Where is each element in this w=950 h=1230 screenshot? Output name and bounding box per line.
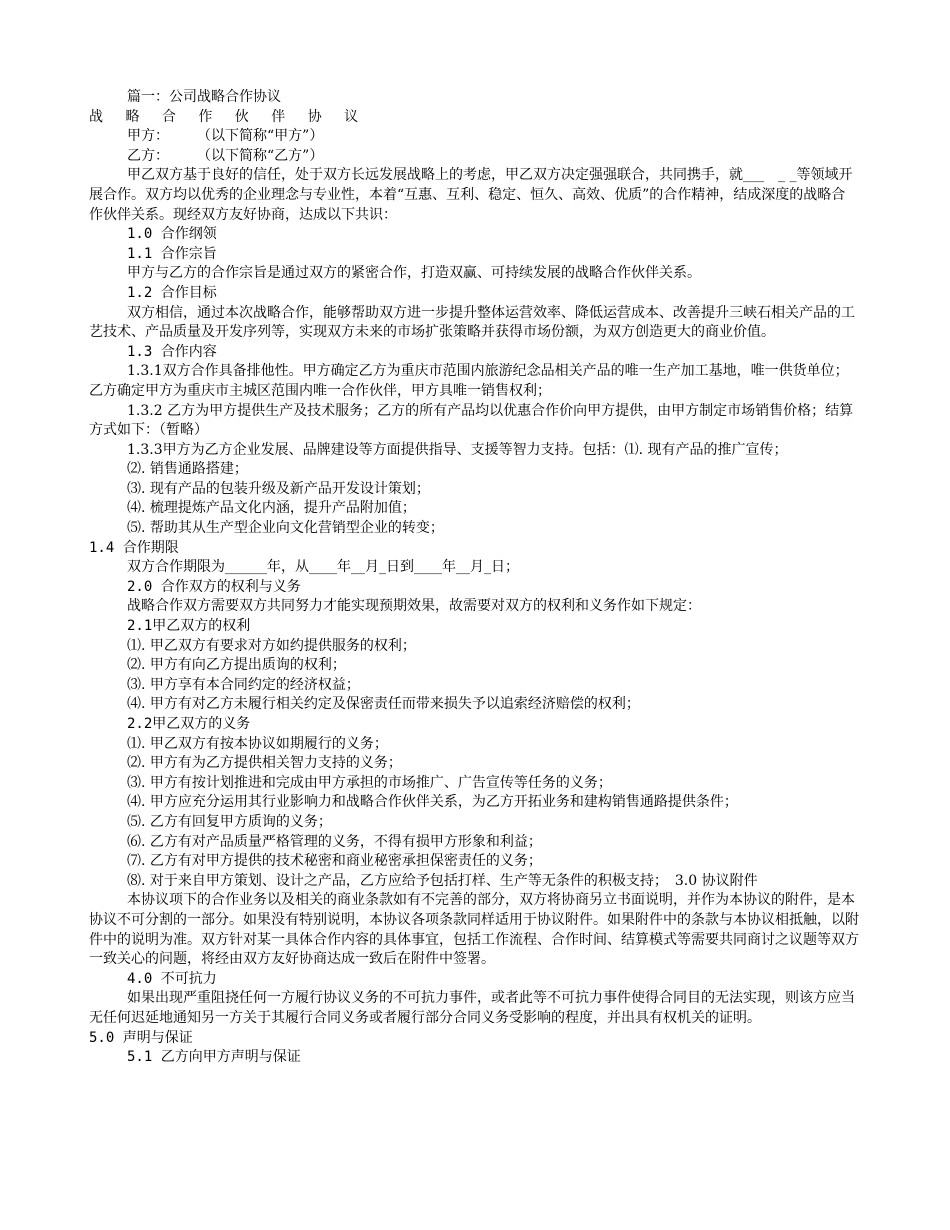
- list-item: ⑵. 销售通路搭建；: [127, 461, 248, 478]
- list-item: ⑶. 甲方享有本合同约定的经济权益；: [127, 676, 360, 693]
- list-item: ⑻. 对于来自甲方策划、设计之产品，乙方应给予包括打样、生产等无条件的积极支持； 3.0 协议附件: [127, 872, 758, 889]
- list-item: ⑸. 乙方有回复甲方质询的义务；: [127, 813, 332, 830]
- list-item: ⑴. 甲乙双方有要求对方如约提供服务的权利；: [127, 637, 416, 654]
- clause-paragraph: 1.3.1双方合作具备排他性。甲方确定乙方为重庆市范围内旅游纪念品相关产品的唯一生产加工基地，唯一供货单位；乙方确定甲方为重庆市主城区范围内唯一合作伙伴，甲方具唯一销售权利；: [89, 363, 849, 399]
- list-item: ⑺. 乙方有对甲方提供的技术秘密和商业秘密承担保密责任的义务；: [127, 853, 542, 870]
- section-heading: 1.4 合作期限: [89, 539, 179, 556]
- section-heading: 2.0 合作双方的权利与义务: [127, 578, 301, 595]
- doc-heading: 篇一：公司战略合作协议: [127, 89, 281, 105]
- list-item: ⑶. 甲方有按计划推进和完成由甲方承担的市场推广、广告宣传等任务的义务；: [127, 774, 612, 791]
- section-heading: 1.1 合作宗旨: [127, 245, 217, 262]
- section-heading: 5.1 乙方向甲方声明与保证: [127, 1049, 301, 1066]
- list-item: ⑷. 梳理提炼产品文化内涵，提升产品附加值；: [127, 500, 416, 517]
- list-item: ⑴. 甲乙双方有按本协议如期履行的义务；: [127, 735, 388, 752]
- clause-paragraph: 1.3.2 乙方为甲方提供生产及技术服务；乙方的所有产品均以优惠合作价向甲方提供，由甲方制定市场销售价格；结算方式如下：（暂略）: [89, 402, 854, 439]
- list-item: ⑵. 甲方有为乙方提供相关智力支持的义务；: [127, 755, 402, 772]
- section-heading: 4.0 不可抗力: [127, 970, 217, 987]
- list-item: ⑸. 帮助其从生产型企业向文化营销型企业的转变；: [127, 520, 444, 537]
- section-heading: 1.3 合作内容: [127, 343, 217, 360]
- list-item: ⑵. 甲方有向乙方提出质询的权利；: [127, 657, 346, 674]
- paragraph: 战略合作双方需要双方共同努力才能实现预期效果，故需要对双方的权利和义务作如下规定：: [127, 598, 701, 615]
- section-heading: 1.0 合作纲领: [127, 226, 217, 243]
- section-heading: 5.0 声明与保证: [89, 1029, 193, 1046]
- paragraph: 本协议项下的合作业务以及相关的商业条款如有不完善的部分，双方将协商另立书面说明，并作为本协议的附件，是本协议不可分割的一部分。如果没有特别说明，本协议各项条款同样适用于协议附件。如果附件中的条款与本协议相抵触，以附件中的说明为准。双方针对某一具体合作内容的具体事宜，包括工作流程、合作时间、结算模式等需要共同商讨之议题等双方一致关心的问题，将经由双方友好协商达成一致后在附件中签署。: [89, 892, 859, 968]
- section-heading: 1.2 合作目标: [127, 284, 217, 301]
- list-item: ⑷. 甲方应充分运用其行业影响力和战略合作伙伴关系，为乙方开拓业务和建构销售通路提供条件；: [127, 794, 738, 811]
- list-item: ⑹. 乙方有对产品质量严格管理的义务，不得有损甲方形象和利益；: [127, 833, 542, 850]
- list-item: ⑶. 现有产品的包装升级及新产品开发设计策划；: [127, 480, 430, 497]
- preamble-paragraph: 甲乙双方基于良好的信任，处于双方长远发展战略上的考虑，甲乙双方决定强强联合，共同携手，就___ _ _等领域开展合作。双方均以优秀的企业理念与专业性，本着“互惠、互利、稳定、恒久、高效、优质”的合作精神，结成深度的战略合作伙伴关系。现经双方友好协商，达成以下共识：: [89, 167, 853, 223]
- paragraph: 如果出现严重阻挠任何一方履行协议义务的不可抗力事件，或者此等不可抗力事件使得合同目的无法实现，则该方应当无任何迟延地通知另一方关于其履行合同义务或者履行部分合同义务受影响的程度，并出具有权机关的证明。: [89, 990, 855, 1026]
- paragraph: 甲方与乙方的合作宗旨是通过双方的紧密合作，打造双赢、可持续发展的战略合作伙伴关系。: [127, 265, 701, 282]
- list-item: ⑷. 甲方有对乙方未履行相关约定及保密责任而带来损失予以追索经济赔偿的权利；: [127, 696, 640, 713]
- agreement-title: 战 略 合 作 伙 伴 协 议: [89, 108, 368, 125]
- paragraph: 双方合作期限为______年，从____年__月_日到____年__月_日；: [127, 559, 519, 576]
- paragraph: 双方相信，通过本次战略合作，能够帮助双方进一步提升整体运营效率、降低运营成本、改善提升三峡石相关产品的工艺技术、产品质量及开发序列等，实现双方未来的市场扩张策略并获得市场份额，为双方创造更大的商业价值。: [89, 304, 855, 341]
- section-heading: 2.1甲乙双方的权利: [127, 618, 251, 635]
- party-a-line: 甲方： （以下简称“甲方”）: [127, 128, 324, 145]
- clause-paragraph: 1.3.3甲方为乙方企业发展、品牌建设等方面提供指导、支援等智力支持。包括：⑴. 现有产品的推广宣传；: [127, 441, 788, 458]
- section-heading: 2.2甲乙双方的义务: [127, 716, 251, 732]
- party-b-line: 乙方： （以下简称“乙方”）: [127, 147, 324, 164]
- document-body: [89, 88, 859, 1068]
